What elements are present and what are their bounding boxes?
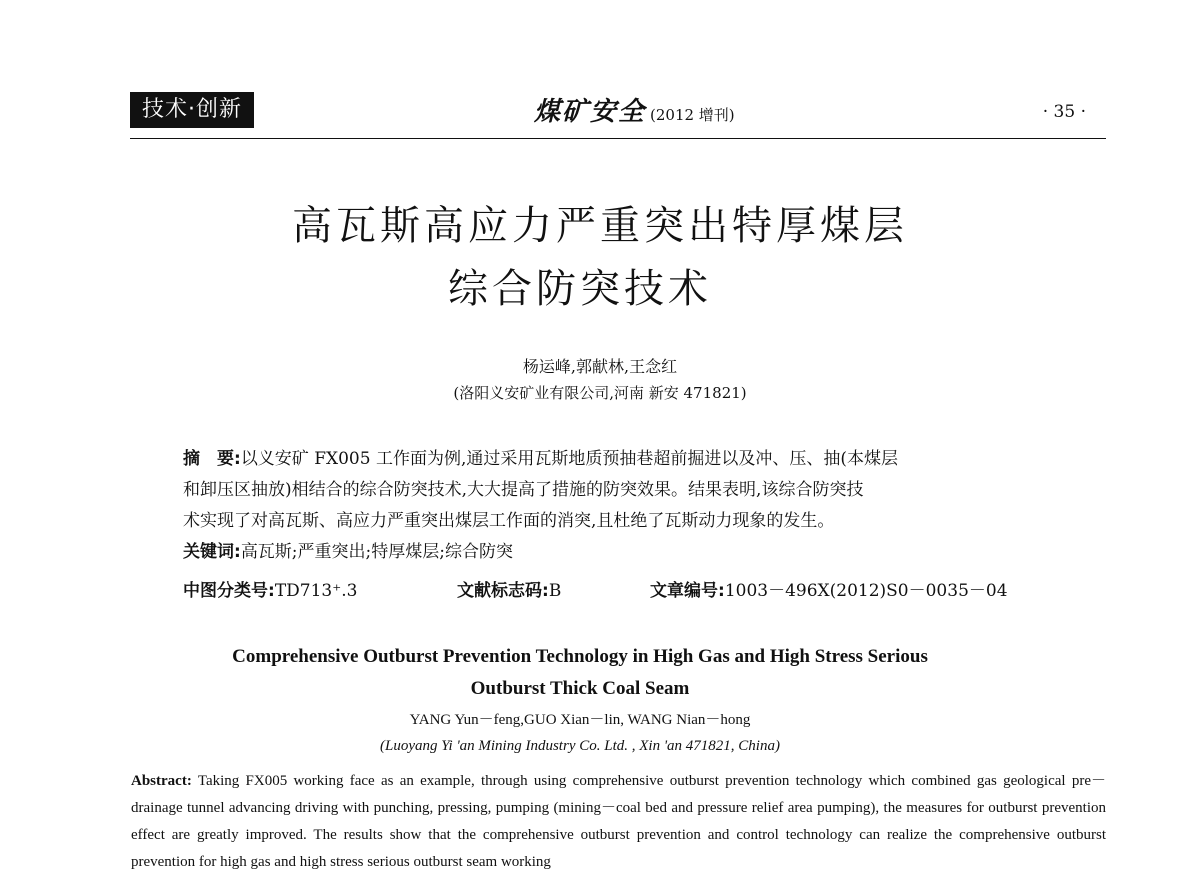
keywords-line (183, 537, 1063, 568)
english-affiliation: (Luoyang Yi 'an Mining Industry Co. Ltd. , Xin 'an 471821, China) (380, 738, 780, 754)
abstract-label: 摘 要: (183, 449, 241, 469)
article-no-label: 文章编号: (650, 581, 725, 601)
keywords-value: 高瓦斯;严重突出;特厚煤层;综合防突 (240, 542, 513, 562)
english-title-line-1: Comprehensive Outburst Prevention Technology in High Gas and High Stress Serious (232, 646, 928, 667)
affiliation: (洛阳义安矿业有限公司,河南 新安 471821) (453, 384, 747, 402)
abstract-line-1 (183, 444, 1063, 475)
abstract-line-3: 术实现了对高瓦斯、高应力严重突出煤层工作面的消突,且杜绝了瓦斯动力现象的发生。 (183, 511, 835, 531)
keywords-label: 关键词: (183, 542, 241, 562)
header-rule (130, 138, 1106, 139)
article-no-value: 1003－496X(2012)S0－0035－04 (724, 581, 1008, 601)
doc-code-item (457, 578, 561, 604)
journal-issue: (2012 增刊) (650, 106, 735, 124)
english-title-line-2: Outburst Thick Coal Seam (470, 678, 690, 699)
page-number: · 35 · (1042, 102, 1086, 122)
abstract-line-2: 和卸压区抽放)相结合的综合防突技术,大大提高了措施的防突效果。结果表明,该综合防突技 (183, 480, 864, 500)
clc-label: 中图分类号: (183, 581, 275, 601)
english-abstract-label: Abstract: (131, 773, 192, 789)
english-abstract (131, 768, 1106, 876)
abstract-text-1: 以义安矿 FX005 工作面为例,通过采用瓦斯地质预抽巷超前掘进以及冲、压、抽(本煤层 (240, 449, 899, 469)
title-line-1: 高瓦斯高应力严重突出特厚煤层 (292, 203, 908, 249)
doc-code-value: B (548, 581, 562, 601)
authors: 杨运峰,郭献林,王念红 (522, 357, 678, 376)
english-abstract-text: Taking FX005 working face as an example, through using comprehensive outburst prevention technology which combined gas geological pre－drainage tunnel advancing driving with punching, pressing, pumping (mining－coal bed and pressure relief area pumping), the measures for outburst prevention effect are greatly improved. The results show that the comprehensive outburst prevention and control technology can realize the comprehensive outburst prevention for high gas and high stress serious outburst seam working (131, 773, 1106, 870)
clc-value: TD713⁺.3 (274, 581, 358, 601)
article-no-item (650, 578, 1008, 604)
english-authors: YANG Yun－feng,GUO Xian－lin, WANG Nian－hong (409, 712, 751, 728)
chinese-abstract (183, 444, 1063, 568)
journal-masthead (534, 94, 735, 130)
section-tag: 技术·创新 (130, 92, 254, 128)
clc-item (183, 578, 357, 604)
doc-code-label: 文献标志码: (457, 581, 549, 601)
journal-name: 煤矿安全 (534, 97, 647, 127)
title-line-2: 综合防突技术 (448, 266, 712, 312)
page-header (130, 92, 1106, 138)
